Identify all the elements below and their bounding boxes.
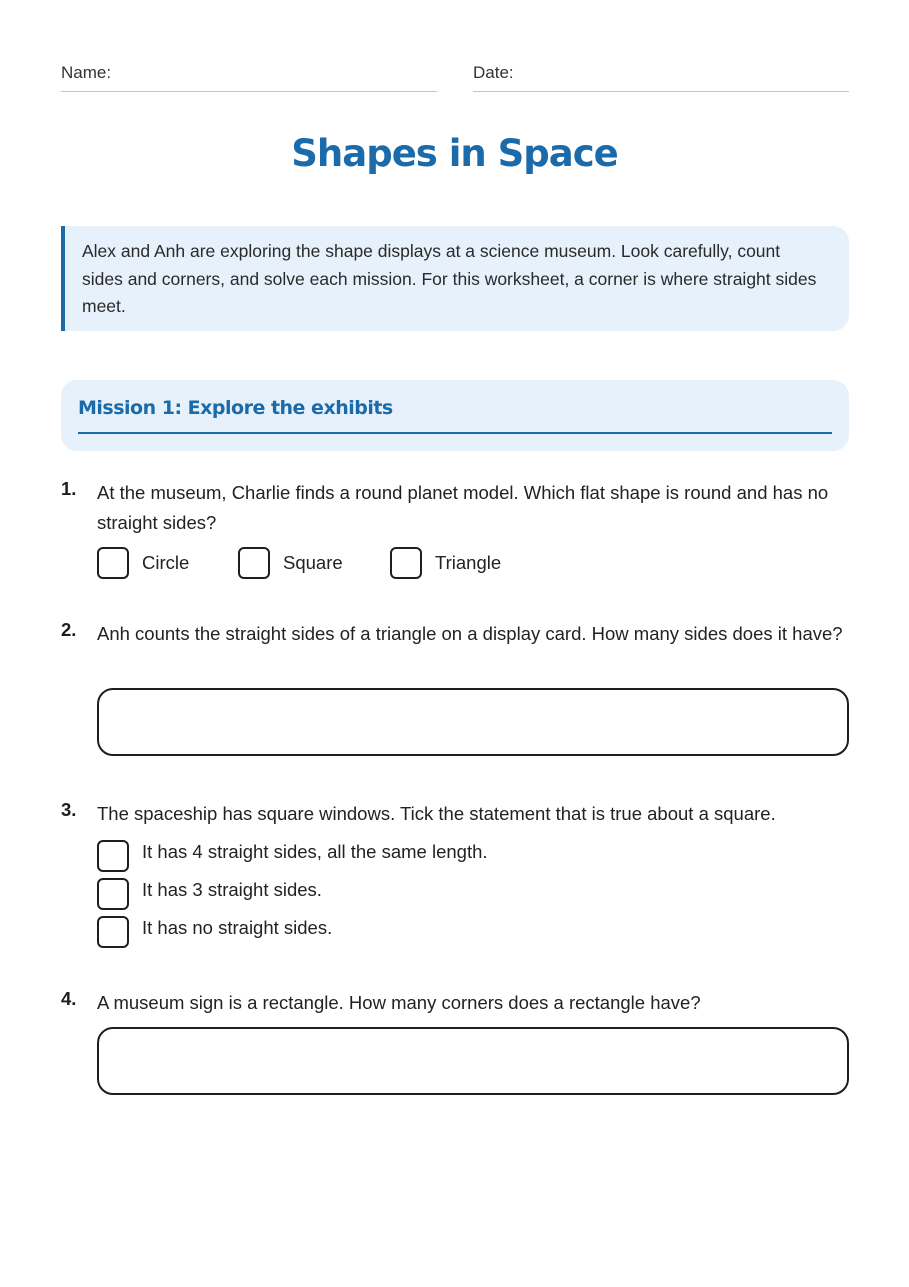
name-label: Name: — [61, 63, 112, 82]
question-text: At the museum, Charlie finds a round planet model. Which flat shape is round and has no straight sides? — [97, 482, 829, 533]
option-label: Square — [283, 552, 343, 573]
question-number: 3. — [61, 799, 77, 820]
question-number: 2. — [61, 619, 77, 640]
date-label: Date: — [473, 63, 514, 82]
checkbox[interactable] — [97, 547, 129, 579]
question-text: A museum sign is a rectangle. How many corners does a rectangle have? — [97, 992, 701, 1013]
option-label: It has 4 straight sides, all the same length. — [142, 841, 488, 862]
option-label: It has 3 straight sides. — [142, 879, 322, 900]
option-no-sides[interactable] — [97, 916, 332, 948]
answer-box-q2[interactable] — [97, 688, 849, 756]
checkbox[interactable] — [97, 878, 129, 910]
option-label: It has no straight sides. — [142, 917, 333, 938]
option-square[interactable] — [238, 547, 343, 579]
intro-box — [61, 226, 849, 331]
section-title: Mission 1: Explore the exhibits — [78, 397, 393, 419]
checkbox[interactable] — [390, 547, 422, 579]
section-header — [61, 380, 849, 451]
answer-box-q4[interactable] — [97, 1027, 849, 1095]
option-circle[interactable] — [97, 547, 189, 579]
option-label: Triangle — [435, 552, 502, 573]
option-four-sides[interactable] — [97, 840, 488, 872]
intro-text: Alex and Anh are exploring the shape displays at a science museum. Look carefully, count sides and corners, and solve each mission. For this worksheet, a corner is where straight sides meet. — [82, 241, 817, 316]
question-text: The spaceship has square windows. Tick the statement that is true about a square. — [97, 803, 776, 824]
question-4 — [61, 988, 851, 1020]
date-field[interactable] — [473, 62, 849, 92]
question-2 — [61, 619, 851, 679]
checkbox[interactable] — [238, 547, 270, 579]
question-number: 1. — [61, 478, 77, 499]
option-label: Circle — [142, 552, 190, 573]
section-divider — [78, 432, 832, 434]
checkbox[interactable] — [97, 916, 129, 948]
question-number: 4. — [61, 988, 77, 1009]
page-title: Shapes in Space — [291, 132, 618, 175]
option-triangle[interactable] — [390, 547, 501, 579]
checkbox[interactable] — [97, 840, 129, 872]
name-field[interactable] — [61, 62, 437, 92]
question-3 — [61, 799, 851, 831]
option-three-sides[interactable] — [97, 878, 322, 910]
question-text: Anh counts the straight sides of a triangle on a display card. How many sides does it have? — [97, 623, 843, 644]
